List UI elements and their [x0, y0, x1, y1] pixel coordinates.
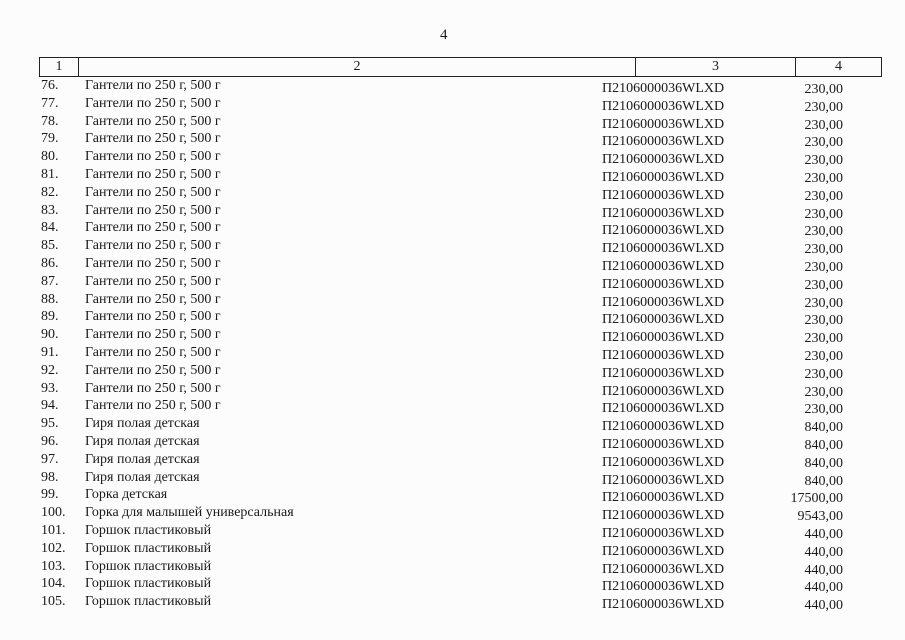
item-code: П2106000036WLXD — [602, 116, 725, 132]
table-row — [0, 219, 905, 240]
row-number: 89. — [41, 309, 59, 325]
row-number: 94. — [41, 398, 59, 414]
table-row — [0, 273, 905, 291]
column-header-3: 3 — [636, 58, 796, 76]
item-code: П2106000036WLXD — [602, 561, 725, 577]
item-name: Гантели по 250 г, 500 г — [85, 131, 221, 147]
row-number: 83. — [41, 202, 59, 218]
item-price: 230,00 — [804, 313, 843, 329]
item-code: П2106000036WLXD — [602, 223, 725, 239]
item-name: Гантели по 250 г, 500 г — [85, 309, 221, 325]
item-code: П2106000036WLXD — [602, 383, 725, 399]
item-price: 17500,00 — [790, 491, 843, 507]
column-header-2: 2 — [79, 58, 636, 76]
table-row — [0, 113, 905, 131]
page-number: 4 — [440, 27, 448, 43]
item-price: 440,00 — [804, 580, 843, 596]
item-name: Гиря полая детская — [85, 451, 200, 467]
table-row — [0, 469, 905, 487]
table-row — [0, 130, 905, 151]
item-code: П2106000036WLXD — [602, 330, 725, 346]
table-row — [0, 522, 905, 540]
row-number: 86. — [41, 255, 59, 271]
row-number: 80. — [41, 149, 59, 165]
item-name: Гантели по 250 г, 500 г — [85, 184, 221, 200]
item-code: П2106000036WLXD — [602, 401, 725, 417]
item-price: 440,00 — [804, 598, 843, 614]
item-code: П2106000036WLXD — [602, 365, 725, 381]
table-row — [0, 362, 905, 380]
row-number: 77. — [41, 95, 59, 111]
item-price: 230,00 — [804, 348, 843, 364]
item-code: П2106000036WLXD — [602, 152, 725, 168]
item-price: 440,00 — [804, 544, 843, 560]
row-number: 99. — [41, 487, 59, 503]
table-row — [0, 308, 905, 329]
table-row — [0, 540, 905, 558]
item-name: Горшок пластиковый — [85, 558, 212, 574]
item-code: П2106000036WLXD — [602, 258, 725, 274]
item-code: П2106000036WLXD — [602, 169, 725, 185]
table-header — [39, 57, 882, 77]
item-name: Гантели по 250 г, 500 г — [85, 255, 221, 271]
item-code: П2106000036WLXD — [602, 205, 725, 221]
table-row — [0, 184, 905, 202]
item-price: 230,00 — [804, 170, 843, 186]
item-price: 230,00 — [804, 99, 843, 115]
table-row — [0, 237, 905, 258]
item-name: Гиря полая детская — [85, 433, 200, 449]
item-name: Горка для малышей универсальная — [85, 505, 294, 521]
table-row — [0, 326, 905, 347]
item-price: 230,00 — [804, 117, 843, 133]
table-row — [0, 77, 905, 95]
row-number: 98. — [41, 469, 59, 485]
row-number: 91. — [41, 344, 59, 360]
row-number: 87. — [41, 273, 59, 289]
table-row — [0, 433, 905, 451]
item-code: П2106000036WLXD — [602, 241, 725, 257]
item-code: П2106000036WLXD — [602, 187, 725, 203]
item-price: 230,00 — [804, 82, 843, 97]
table-row — [0, 291, 905, 309]
item-code: П2106000036WLXD — [602, 525, 725, 541]
table-row — [0, 148, 905, 169]
item-code: П2106000036WLXD — [602, 490, 725, 506]
item-price: 230,00 — [804, 331, 843, 347]
item-code: П2106000036WLXD — [602, 508, 725, 524]
item-price: 440,00 — [804, 526, 843, 542]
row-number: 103. — [41, 558, 66, 574]
item-name: Гантели по 250 г, 500 г — [85, 238, 221, 254]
item-name: Гиря полая детская — [85, 469, 200, 485]
item-price: 230,00 — [804, 277, 843, 293]
row-number: 78. — [41, 113, 59, 129]
table-row — [0, 95, 905, 113]
item-name: Гантели по 250 г, 500 г — [85, 113, 221, 129]
item-code: П2106000036WLXD — [602, 419, 725, 435]
item-price: 230,00 — [804, 153, 843, 169]
item-name: Горка детская — [85, 487, 168, 503]
table-row — [0, 255, 905, 273]
item-price: 230,00 — [804, 135, 843, 151]
row-number: 85. — [41, 238, 59, 254]
row-number: 90. — [41, 327, 59, 343]
item-price: 230,00 — [804, 206, 843, 222]
item-name: Гантели по 250 г, 500 г — [85, 202, 221, 218]
item-price: 230,00 — [804, 188, 843, 204]
item-price: 440,00 — [804, 562, 843, 578]
row-number: 96. — [41, 433, 59, 449]
table-row — [0, 593, 905, 614]
item-price: 230,00 — [804, 402, 843, 418]
item-code: П2106000036WLXD — [602, 276, 725, 292]
table-row — [0, 166, 905, 184]
table-row — [0, 575, 905, 596]
row-number: 88. — [41, 291, 59, 307]
table-row — [0, 397, 905, 418]
table-row — [0, 344, 905, 362]
row-number: 105. — [41, 594, 66, 610]
item-price: 230,00 — [804, 384, 843, 400]
item-price: 840,00 — [804, 420, 843, 436]
item-code: П2106000036WLXD — [602, 579, 725, 595]
item-price: 230,00 — [804, 259, 843, 275]
table-row — [0, 486, 905, 507]
item-name: Гантели по 250 г, 500 г — [85, 149, 221, 165]
item-name: Гантели по 250 г, 500 г — [85, 291, 221, 307]
table-row — [0, 504, 905, 525]
row-number: 82. — [41, 184, 59, 200]
item-name: Гантели по 250 г, 500 г — [85, 166, 221, 182]
row-number: 97. — [41, 451, 59, 467]
item-price: 230,00 — [804, 242, 843, 258]
item-price: 230,00 — [804, 224, 843, 240]
item-name: Гантели по 250 г, 500 г — [85, 220, 221, 236]
item-price: 9543,00 — [797, 509, 843, 525]
item-code: П2106000036WLXD — [602, 597, 725, 613]
column-header-1: 1 — [39, 58, 79, 76]
item-name: Гантели по 250 г, 500 г — [85, 78, 221, 93]
item-code: П2106000036WLXD — [602, 543, 725, 559]
item-name: Гантели по 250 г, 500 г — [85, 327, 221, 343]
item-name: Гантели по 250 г, 500 г — [85, 380, 221, 396]
item-name: Гантели по 250 г, 500 г — [85, 273, 221, 289]
item-name: Гантели по 250 г, 500 г — [85, 362, 221, 378]
item-code: П2106000036WLXD — [602, 472, 725, 488]
row-number: 76. — [41, 78, 59, 93]
item-code: П2106000036WLXD — [602, 81, 725, 96]
item-code: П2106000036WLXD — [602, 134, 725, 150]
table-row — [0, 380, 905, 398]
item-price: 230,00 — [804, 366, 843, 382]
table-row — [0, 451, 905, 469]
item-name: Гантели по 250 г, 500 г — [85, 398, 221, 414]
item-name: Горшок пластиковый — [85, 594, 212, 610]
item-name: Гантели по 250 г, 500 г — [85, 344, 221, 360]
row-number: 104. — [41, 576, 66, 592]
item-code: П2106000036WLXD — [602, 436, 725, 452]
item-name: Горшок пластиковый — [85, 576, 212, 592]
row-number: 101. — [41, 522, 66, 538]
item-price: 840,00 — [804, 455, 843, 471]
item-name: Горшок пластиковый — [85, 540, 212, 556]
item-price: 230,00 — [804, 295, 843, 311]
table-body — [0, 77, 905, 614]
table-row — [0, 558, 905, 576]
table-row — [0, 202, 905, 220]
item-name: Горшок пластиковый — [85, 522, 212, 538]
row-number: 84. — [41, 220, 59, 236]
row-number: 92. — [41, 362, 59, 378]
table-row — [0, 415, 905, 436]
item-code: П2106000036WLXD — [602, 294, 725, 310]
item-code: П2106000036WLXD — [602, 347, 725, 363]
item-price: 840,00 — [804, 473, 843, 489]
row-number: 81. — [41, 166, 59, 182]
item-code: П2106000036WLXD — [602, 312, 725, 328]
row-number: 102. — [41, 540, 66, 556]
item-code: П2106000036WLXD — [602, 454, 725, 470]
item-code: П2106000036WLXD — [602, 98, 725, 114]
column-header-4: 4 — [796, 58, 882, 76]
row-number: 79. — [41, 131, 59, 147]
row-number: 95. — [41, 416, 59, 432]
row-number: 93. — [41, 380, 59, 396]
item-name: Гантели по 250 г, 500 г — [85, 95, 221, 111]
item-price: 840,00 — [804, 437, 843, 453]
item-name: Гиря полая детская — [85, 416, 200, 432]
row-number: 100. — [41, 505, 66, 521]
